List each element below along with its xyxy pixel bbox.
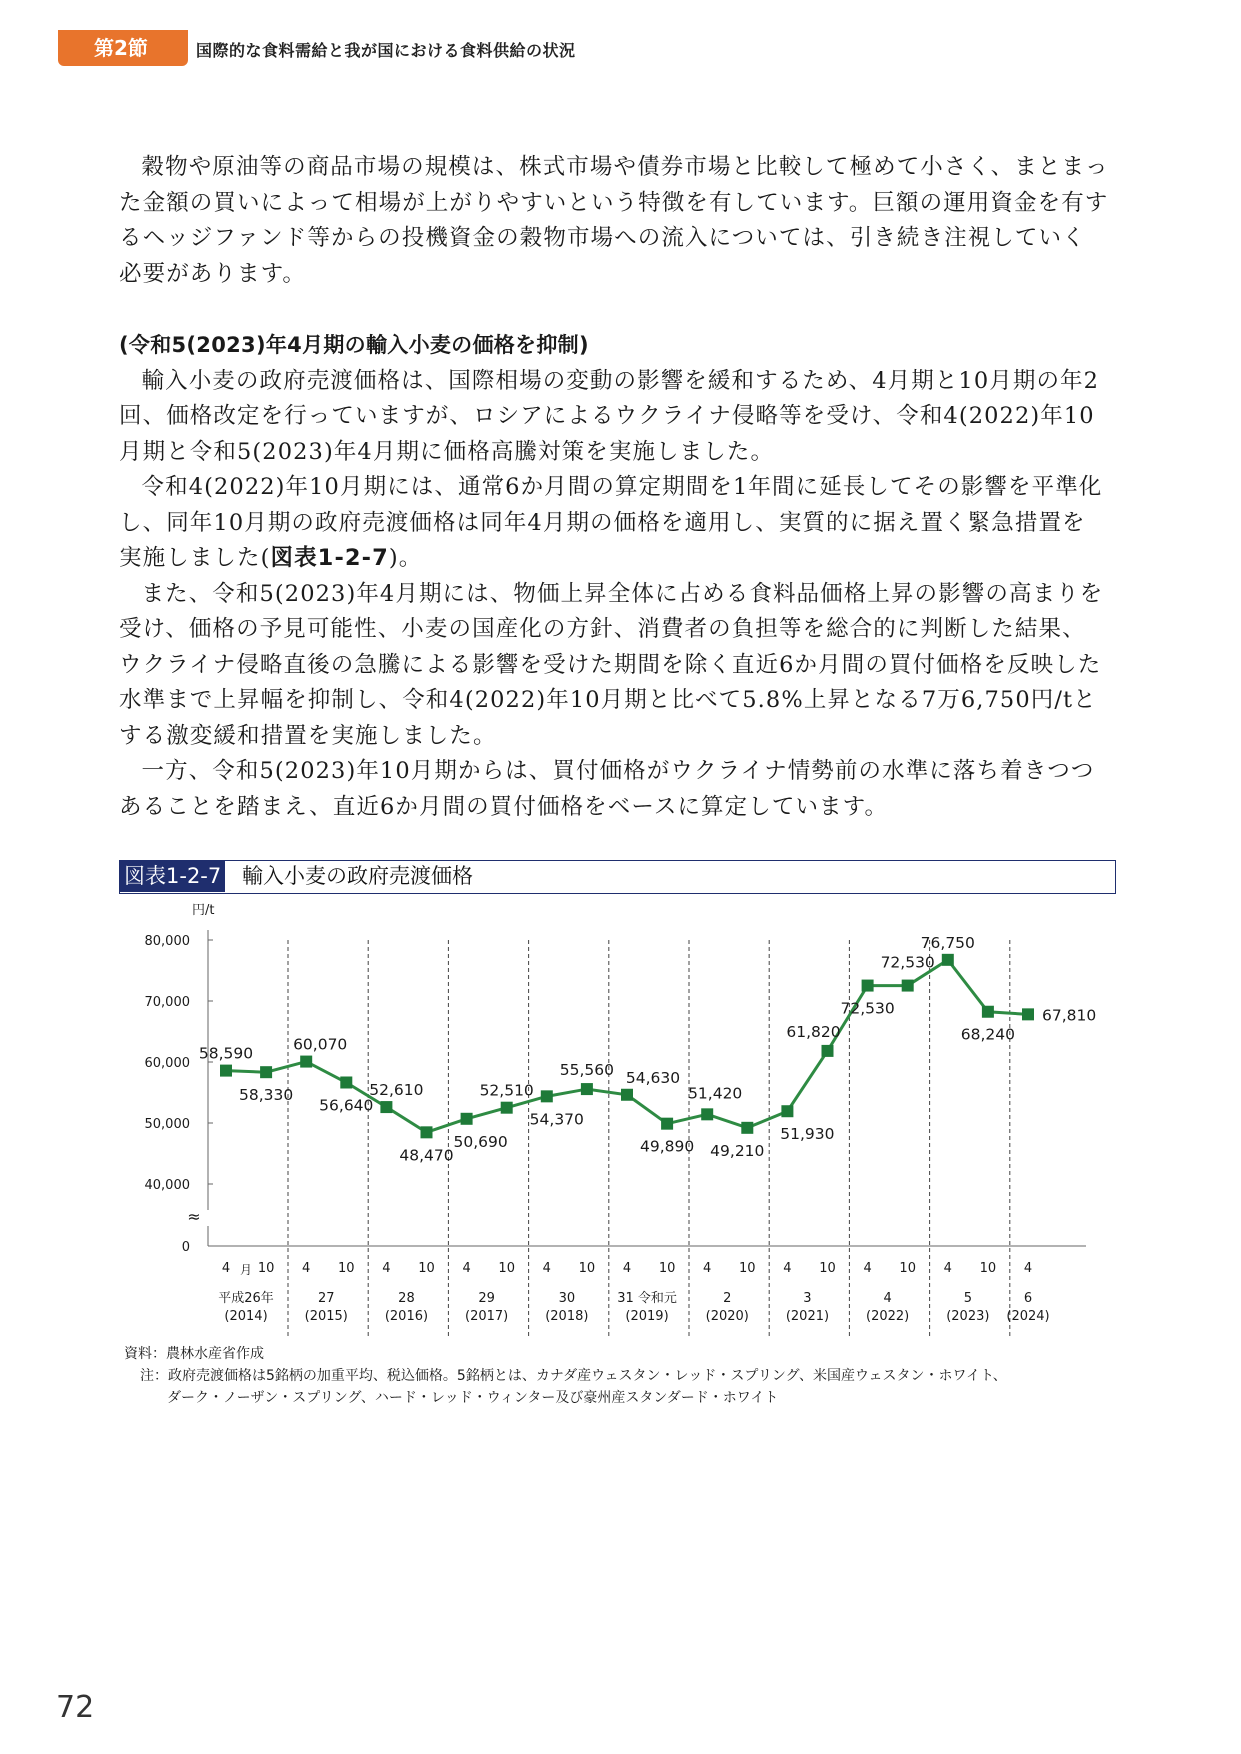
y-tick-label: 70,000: [144, 995, 190, 1010]
year-sublabel: (2016): [384, 1309, 429, 1324]
data-point: [1022, 1008, 1034, 1020]
data-label: 68,240: [960, 1025, 1016, 1044]
figure-reference: 図表1-2-7: [270, 545, 389, 571]
x-tick-label: 4: [542, 1261, 551, 1276]
data-point: [902, 980, 914, 992]
paragraph-3: [119, 470, 1109, 577]
year-label: 5: [963, 1291, 972, 1306]
paragraph-1: 穀物や原油等の商品市場の規模は、株式市場や債券市場と比較して極めて小さく、まとまった金額の買いによって相場が上がりやすいという特徴を有しています。巨額の運用資金を有するヘッジファンド等からの投機資金の穀物市場への流入については、引き続き注視していく必要があります。: [119, 154, 1109, 287]
x-tick-label: 10: [979, 1261, 997, 1276]
x-tick-label: 4: [302, 1261, 311, 1276]
paragraph-5: 一方、令和5(2023)年10月期からは、買付価格がウクライナ情勢前の水準に落ち着きつつあることを踏まえ、直近6か月間の買付価格をベースに算定しています。: [119, 758, 1095, 820]
paragraph-3-close: )。: [388, 545, 423, 571]
year-sublabel: (2024): [1006, 1309, 1050, 1324]
body-text: [119, 150, 1109, 825]
data-label: 50,690: [453, 1132, 508, 1151]
page-number: 72: [56, 1690, 95, 1725]
x-tick-label: 4: [943, 1261, 952, 1276]
x-tick-label: 4: [703, 1261, 712, 1276]
year-label: 6: [1023, 1291, 1033, 1306]
data-point: [982, 1006, 994, 1018]
x-tick-label: 10: [498, 1261, 515, 1276]
year-label: 28: [398, 1291, 415, 1306]
section-title: 国際的な食料需給と我が国における食料供給の状況: [196, 41, 576, 60]
x-tick-label: 4: [863, 1261, 872, 1276]
paragraph-2: 輸入小麦の政府売渡価格は、国際相場の変動の影響を緩和するため、4月期と10月期の年2回、価格改定を行っていますが、ロシアによるウクライナ侵略等を受け、令和4(2022)年10月期と令和5(2023)年4月期に価格高騰対策を実施しました。: [119, 367, 1100, 465]
data-label: 54,630: [625, 1068, 681, 1087]
data-label: 61,820: [786, 1022, 841, 1041]
x-tick-label: 10: [739, 1261, 756, 1276]
data-point: [300, 1056, 312, 1068]
figure-title: 輸入小麦の政府売渡価格: [242, 864, 473, 888]
year-sublabel: (2018): [545, 1309, 589, 1324]
year-sublabel: (2023): [946, 1309, 990, 1324]
year-label: 4: [883, 1291, 892, 1306]
data-point: [581, 1083, 593, 1095]
data-point: [621, 1089, 633, 1101]
data-point: [942, 954, 954, 966]
data-label: 52,510: [479, 1081, 534, 1100]
data-point: [781, 1105, 793, 1117]
data-label: 51,930: [780, 1125, 835, 1144]
data-point: [461, 1113, 473, 1125]
series-line: [226, 960, 1028, 1133]
year-sublabel: (2014): [224, 1309, 268, 1324]
year-label: 29: [478, 1291, 495, 1306]
x-tick-label: 4: [622, 1261, 632, 1276]
data-point: [340, 1076, 352, 1088]
note-line-2: ダーク・ノーザン・スプリング、ハード・レッド・ウィンター及び豪州産スタンダード・ホワイト: [167, 1390, 779, 1406]
year-label: 31 令和元: [617, 1291, 677, 1306]
x-tick-label: 4: [221, 1261, 231, 1276]
data-point: [822, 1045, 834, 1057]
y-axis-break: ≈: [187, 1207, 201, 1226]
data-point: [501, 1102, 513, 1114]
source-note: 資料：農林水産省作成: [124, 1346, 264, 1362]
x-tick-label: 10: [899, 1261, 916, 1276]
x-tick-label: 4: [382, 1261, 391, 1276]
y-tick-label: 50,000: [144, 1117, 190, 1132]
paragraph-4: また、令和5(2023)年4月期には、物価上昇全体に占める食料品価格上昇の影響の高まりを受け、価格の予見可能性、小麦の国産化の方針、消費者の負担等を総合的に判断した結果、ウクライナ侵略直後の急騰による影響を受けた期間を除く直近6か月間の買付価格を反映した水準まで上昇幅を抑制し、令和4(2022)年10月期と比べて5.8%上昇となる7万6,750円/tとする激変緩和措置を実施しました。: [119, 580, 1104, 749]
y-tick-label: 60,000: [144, 1056, 190, 1071]
data-label: 58,330: [238, 1086, 294, 1105]
year-label: 平成26年: [218, 1291, 274, 1306]
x-tick-label: 4: [1023, 1261, 1033, 1276]
data-label: 72,530: [840, 999, 895, 1018]
data-point: [380, 1101, 392, 1113]
year-sublabel: (2019): [625, 1309, 669, 1324]
year-label: 2: [723, 1291, 732, 1306]
x-tick-label: 10: [578, 1261, 596, 1276]
month-unit-label: 月: [239, 1263, 253, 1277]
data-point: [701, 1108, 713, 1120]
figure-header: [119, 860, 1116, 894]
data-label: 72,530: [880, 953, 935, 972]
y-axis-unit: 円/t: [192, 903, 215, 918]
data-label: 67,810: [1042, 1006, 1097, 1025]
data-point: [260, 1066, 272, 1078]
data-label: 60,070: [293, 1035, 348, 1054]
x-tick-label: 10: [257, 1261, 275, 1276]
data-point: [220, 1065, 232, 1077]
year-label: 30: [558, 1291, 576, 1306]
data-label: 54,370: [529, 1110, 584, 1129]
year-sublabel: (2020): [705, 1309, 749, 1324]
data-point: [421, 1126, 433, 1138]
figure-label: 図表1-2-7: [120, 861, 225, 892]
data-point: [741, 1122, 753, 1134]
x-tick-label: 4: [783, 1261, 792, 1276]
x-tick-label: 10: [819, 1261, 836, 1276]
section-tab: 第2節: [58, 30, 188, 66]
data-label: 56,640: [319, 1096, 374, 1115]
y-tick-label: 80,000: [144, 934, 190, 949]
year-label: 3: [803, 1291, 812, 1306]
paragraph-3-text: 令和4(2022)年10月期には、通常6か月間の算定期間を1年間に延長してその影響を平準化し、同年10月期の政府売渡価格は同年4月期の価格を適用し、実質的に据え置く緊急措置を実施しました(: [119, 474, 1103, 571]
data-label: 76,750: [920, 933, 975, 952]
x-tick-label: 4: [462, 1261, 471, 1276]
data-point: [661, 1118, 673, 1130]
year-sublabel: (2021): [785, 1309, 830, 1324]
data-point: [541, 1090, 553, 1102]
x-tick-label: 10: [658, 1261, 676, 1276]
data-label: 55,560: [559, 1061, 615, 1080]
data-label: 58,590: [198, 1044, 254, 1063]
year-sublabel: (2017): [465, 1309, 509, 1324]
note-block: [140, 1365, 1100, 1409]
data-point: [862, 980, 874, 992]
x-tick-label: 10: [338, 1261, 355, 1276]
y-zero-label: 0: [181, 1240, 190, 1255]
note-line-1: 注：政府売渡価格は5銘柄の加重平均、税込価格。5銘柄とは、カナダ産ウェスタン・レッド・スプリング、米国産ウェスタン・ホワイト、: [140, 1368, 1007, 1384]
data-label: 49,210: [710, 1141, 765, 1160]
x-tick-label: 10: [418, 1261, 435, 1276]
data-label: 52,610: [369, 1081, 424, 1100]
data-label: 49,890: [639, 1137, 695, 1156]
data-label: 48,470: [399, 1146, 454, 1165]
year-sublabel: (2015): [304, 1309, 348, 1324]
data-label: 51,420: [688, 1084, 743, 1103]
subheading: (令和5(2023)年4月期の輸入小麦の価格を抑制): [119, 333, 589, 357]
year-label: 27: [317, 1291, 335, 1306]
y-tick-label: 40,000: [144, 1178, 190, 1193]
year-sublabel: (2022): [866, 1309, 910, 1324]
